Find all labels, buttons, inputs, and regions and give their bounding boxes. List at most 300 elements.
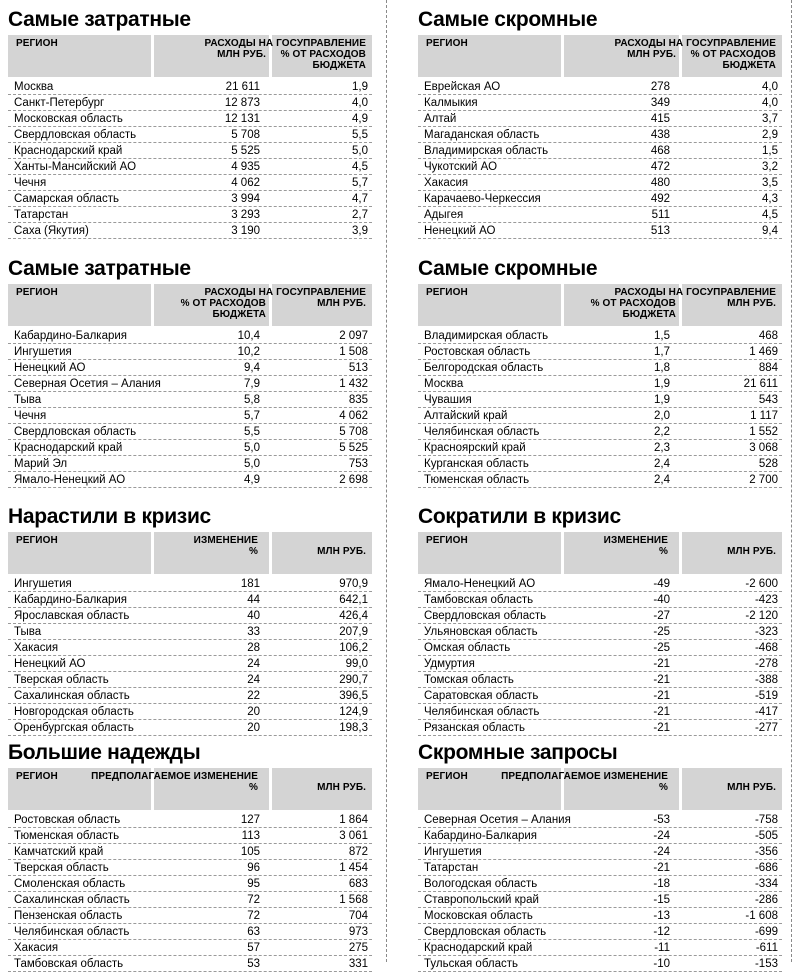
table-panel-3 (8, 257, 372, 488)
row-region: Новгородская область (14, 706, 134, 718)
row-value-1: 278 (650, 81, 670, 93)
row-value-1: 1,9 (654, 394, 670, 406)
row-region: Самарская область (14, 193, 119, 205)
row-value-2: 4,5 (352, 161, 368, 173)
row-region: Еврейская АО (424, 81, 501, 93)
row-value-2: 1 432 (339, 378, 368, 390)
table-title: Большие надежды (8, 741, 201, 764)
row-value-1: 24 (247, 658, 260, 670)
table-row (418, 408, 782, 424)
table-header (8, 768, 372, 812)
row-region: Белгородская область (424, 362, 544, 374)
table-row (8, 392, 372, 408)
table-row (418, 392, 782, 408)
table-row (8, 111, 372, 127)
table-panel-7 (8, 741, 372, 972)
row-value-2: 5,7 (352, 177, 368, 189)
row-value-1: -25 (653, 642, 670, 654)
table-row (8, 844, 372, 860)
row-region: Чечня (14, 177, 47, 189)
row-region: Свердловская область (424, 926, 547, 938)
header-region: РЕГИОН (16, 287, 58, 298)
row-value-1: 438 (650, 129, 670, 141)
table-row (418, 704, 782, 720)
row-value-2: 835 (348, 394, 368, 406)
table-panel-5 (8, 505, 372, 736)
table-row (418, 924, 782, 940)
row-value-2: 5,0 (352, 145, 368, 157)
row-region: Чукотский АО (424, 161, 498, 173)
row-value-1: 181 (240, 578, 260, 590)
row-value-2: -153 (754, 958, 778, 970)
row-value-2: 3,5 (762, 177, 778, 189)
table-row (8, 876, 372, 892)
row-value-2: 99,0 (345, 658, 368, 670)
header-col3: % ОТ РАСХОДОВ БЮДЖЕТА (280, 49, 366, 71)
row-region: Ненецкий АО (14, 658, 86, 670)
row-value-2: -323 (754, 626, 778, 638)
row-value-1: 10,2 (237, 346, 260, 358)
row-value-2: 207,9 (339, 626, 368, 638)
row-value-1: 96 (247, 862, 260, 874)
row-region: Северная Осетия – Алания (424, 814, 571, 826)
row-value-1: 12 873 (224, 97, 260, 109)
table-title: Сократили в кризис (418, 505, 621, 528)
table-row (8, 908, 372, 924)
row-value-1: -21 (653, 722, 670, 734)
row-value-2: 290,7 (339, 674, 368, 686)
table-row (8, 207, 372, 223)
row-value-2: -505 (754, 830, 778, 842)
row-value-2: 3,9 (352, 225, 368, 237)
row-value-1: 513 (650, 225, 670, 237)
row-region: Смоленская область (14, 878, 126, 890)
row-region: Сахалинская область (14, 894, 130, 906)
table-row (418, 111, 782, 127)
row-value-2: 4,3 (762, 193, 778, 205)
table-row (8, 924, 372, 940)
header-group: ПРЕДПОЛАГАЕМОЕ ИЗМЕНЕНИЕ (501, 771, 668, 782)
table-row (8, 940, 372, 956)
row-value-1: 415 (650, 113, 670, 125)
row-region: Томская область (424, 674, 514, 686)
row-region: Краснодарский край (14, 442, 123, 454)
table-panel-4 (418, 257, 782, 488)
row-value-2: -2 120 (745, 610, 778, 622)
table-row (8, 576, 372, 592)
header-group: ПРЕДПОЛАГАЕМОЕ ИЗМЕНЕНИЕ (91, 771, 258, 782)
row-value-2: -334 (754, 878, 778, 890)
row-value-2: 426,4 (339, 610, 368, 622)
row-value-1: 12 131 (224, 113, 260, 125)
table-panel-2 (418, 8, 782, 239)
row-value-2: 2 700 (749, 474, 778, 486)
row-value-2: 5 708 (339, 426, 368, 438)
row-value-1: 511 (651, 209, 670, 221)
row-value-2: 973 (348, 926, 368, 938)
table-row (8, 704, 372, 720)
row-value-2: -1 608 (745, 910, 778, 922)
row-value-1: 72 (247, 910, 260, 922)
table-row (8, 608, 372, 624)
table-row (8, 592, 372, 608)
table-row (418, 328, 782, 344)
row-region: Северная Осетия – Алания (14, 378, 161, 390)
row-value-1: 28 (247, 642, 260, 654)
row-value-1: -24 (653, 830, 670, 842)
table-header (8, 284, 372, 328)
row-value-1: 2,0 (654, 410, 670, 422)
row-region: Тверская область (14, 862, 109, 874)
row-region: Тамбовская область (14, 958, 124, 970)
table-row (8, 828, 372, 844)
row-value-2: -611 (755, 942, 778, 954)
row-value-2: 1 117 (750, 410, 778, 422)
row-value-2: 106,2 (339, 642, 368, 654)
row-value-1: 2,4 (654, 458, 670, 470)
header-col2: % ОТ РАСХОДОВ БЮДЖЕТА (590, 298, 676, 320)
row-region: Красноярский край (424, 442, 526, 454)
row-value-2: 396,5 (339, 690, 368, 702)
row-region: Камчатский край (14, 846, 104, 858)
row-value-1: 24 (247, 674, 260, 686)
row-value-1: -12 (653, 926, 670, 938)
table-row (418, 688, 782, 704)
row-value-1: 5,0 (244, 458, 260, 470)
table-row (8, 956, 372, 972)
row-value-2: 3 061 (339, 830, 368, 842)
row-region: Челябинская область (424, 426, 540, 438)
row-value-1: 4,9 (244, 474, 260, 486)
table-row (418, 908, 782, 924)
table-row (418, 828, 782, 844)
table-row (8, 79, 372, 95)
table-row (418, 860, 782, 876)
table-row (8, 159, 372, 175)
row-region: Татарстан (14, 209, 69, 221)
table-row (418, 672, 782, 688)
table-row (8, 408, 372, 424)
row-region: Чечня (14, 410, 47, 422)
row-value-2: 884 (758, 362, 778, 374)
table-row (8, 456, 372, 472)
header-region: РЕГИОН (16, 38, 58, 49)
table-header (418, 35, 782, 79)
table-row (418, 360, 782, 376)
row-value-1: -24 (653, 846, 670, 858)
header-region: РЕГИОН (426, 38, 468, 49)
table-row (8, 424, 372, 440)
header-group: РАСХОДЫ НА ГОСУПРАВЛЕНИЕ (204, 38, 366, 49)
table-row (418, 892, 782, 908)
row-region: Карачаево-Черкессия (424, 193, 541, 205)
row-value-1: -21 (653, 862, 670, 874)
row-value-2: 1,5 (762, 145, 778, 157)
header-col3: МЛН РУБ. (727, 546, 776, 557)
table-title: Самые затратные (8, 8, 191, 31)
table-title: Скромные запросы (418, 741, 618, 764)
row-value-1: 3 994 (231, 193, 260, 205)
table-row (418, 175, 782, 191)
table-row (8, 440, 372, 456)
row-region: Краснодарский край (14, 145, 123, 157)
table-row (418, 456, 782, 472)
row-value-1: 44 (247, 594, 260, 606)
row-value-2: -468 (754, 642, 778, 654)
row-region: Курганская область (424, 458, 529, 470)
row-value-1: 5,8 (244, 394, 260, 406)
row-value-2: 1,9 (352, 81, 368, 93)
row-value-1: -49 (653, 578, 670, 590)
row-value-2: 4,0 (762, 81, 778, 93)
row-value-1: 1,8 (654, 362, 670, 374)
row-value-2: -686 (754, 862, 778, 874)
table-row (418, 844, 782, 860)
table-panel-8 (418, 741, 782, 972)
row-value-1: -27 (653, 610, 670, 622)
table-row (8, 812, 372, 828)
row-region: Челябинская область (14, 926, 130, 938)
row-region: Московская область (424, 910, 533, 922)
row-value-1: 492 (650, 193, 670, 205)
row-value-2: 3,2 (762, 161, 778, 173)
row-value-1: -18 (653, 878, 670, 890)
table-row (8, 175, 372, 191)
header-col3: % ОТ РАСХОДОВ БЮДЖЕТА (690, 49, 776, 71)
table-row (418, 207, 782, 223)
table-row (8, 472, 372, 488)
row-value-2: 970,9 (339, 578, 368, 590)
table-row (8, 360, 372, 376)
row-value-2: 5,5 (352, 129, 368, 141)
row-region: Кабардино-Балкария (14, 330, 128, 342)
table-row (418, 95, 782, 111)
row-value-2: -286 (754, 894, 778, 906)
row-region: Рязанская область (424, 722, 525, 734)
header-region: РЕГИОН (16, 535, 58, 546)
header-group: РАСХОДЫ НА ГОСУПРАВЛЕНИЕ (614, 287, 776, 298)
row-value-1: -53 (653, 814, 670, 826)
row-value-2: 513 (348, 362, 368, 374)
row-value-1: 113 (241, 830, 260, 842)
row-region: Краснодарский край (424, 942, 533, 954)
header-col3: МЛН РУБ. (727, 298, 776, 309)
table-row (8, 223, 372, 239)
table-row (8, 672, 372, 688)
row-value-1: -13 (653, 910, 670, 922)
row-region: Хакасия (424, 177, 469, 189)
row-region: Хакасия (14, 942, 59, 954)
table-row (8, 688, 372, 704)
row-region: Хакасия (14, 642, 59, 654)
table-row (418, 127, 782, 143)
row-value-1: 1,9 (654, 378, 670, 390)
row-value-1: 72 (247, 894, 260, 906)
row-region: Сахалинская область (14, 690, 130, 702)
table-row (8, 640, 372, 656)
table-row (418, 876, 782, 892)
row-value-1: 4 062 (231, 177, 260, 189)
row-region: Тамбовская область (424, 594, 534, 606)
table-row (418, 79, 782, 95)
row-value-1: 2,4 (654, 474, 670, 486)
row-value-1: 63 (247, 926, 260, 938)
row-value-2: 1 454 (339, 862, 368, 874)
row-region: Алтай (424, 113, 457, 125)
header-col3: МЛН РУБ. (317, 782, 366, 793)
row-value-2: -356 (754, 846, 778, 858)
header-region: РЕГИОН (426, 535, 468, 546)
row-value-1: 472 (650, 161, 670, 173)
row-value-1: 21 611 (225, 81, 260, 93)
row-value-1: 1,7 (654, 346, 670, 358)
row-value-2: 683 (348, 878, 368, 890)
row-value-2: 124,9 (339, 706, 368, 718)
table-row (418, 940, 782, 956)
row-value-1: 5 525 (231, 145, 260, 157)
row-region: Магаданская область (424, 129, 540, 141)
table-panel-6 (418, 505, 782, 736)
row-region: Челябинская область (424, 706, 540, 718)
row-value-1: 53 (247, 958, 260, 970)
row-value-1: 20 (247, 722, 260, 734)
table-row (8, 720, 372, 736)
row-region: Свердловская область (14, 129, 137, 141)
row-value-1: -25 (653, 626, 670, 638)
row-value-2: 872 (348, 846, 368, 858)
row-value-1: 3 190 (231, 225, 260, 237)
header-group: ИЗМЕНЕНИЕ (193, 535, 258, 546)
row-value-1: 40 (247, 610, 260, 622)
row-value-1: -40 (653, 594, 670, 606)
row-value-2: -519 (754, 690, 778, 702)
table-row (418, 640, 782, 656)
header-col3: МЛН РУБ. (317, 546, 366, 557)
table-header (8, 35, 372, 79)
row-region: Татарстан (424, 862, 479, 874)
row-value-2: 543 (758, 394, 778, 406)
table-title: Самые затратные (8, 257, 191, 280)
row-value-2: 21 611 (743, 378, 778, 390)
row-region: Ростовская область (424, 346, 531, 358)
row-value-1: 5,0 (244, 442, 260, 454)
header-group: ИЗМЕНЕНИЕ (603, 535, 668, 546)
table-row (8, 143, 372, 159)
table-row (8, 892, 372, 908)
row-value-1: 2,3 (654, 442, 670, 454)
header-col2: % (659, 546, 668, 557)
table-row (8, 127, 372, 143)
row-region: Тульская область (424, 958, 519, 970)
row-region: Саратовская область (424, 690, 539, 702)
table-row (418, 720, 782, 736)
table-row (8, 95, 372, 111)
row-region: Адыгея (424, 209, 464, 221)
row-region: Свердловская область (424, 610, 547, 622)
row-value-1: -21 (653, 690, 670, 702)
row-region: Пензенская область (14, 910, 123, 922)
table-row (418, 424, 782, 440)
row-value-2: 1 508 (339, 346, 368, 358)
table-row (418, 624, 782, 640)
table-title: Самые скромные (418, 257, 598, 280)
row-value-1: 22 (247, 690, 260, 702)
row-value-1: 480 (650, 177, 670, 189)
row-region: Удмуртия (424, 658, 475, 670)
row-value-1: 2,2 (654, 426, 670, 438)
row-region: Владимирская область (424, 145, 549, 157)
row-region: Москва (14, 81, 54, 93)
row-region: Ростовская область (14, 814, 121, 826)
table-row (418, 159, 782, 175)
row-region: Тюменская область (14, 830, 120, 842)
row-value-2: 4 062 (339, 410, 368, 422)
table-row (418, 608, 782, 624)
row-value-1: -11 (654, 942, 670, 954)
table-row (418, 191, 782, 207)
row-value-2: 3 068 (749, 442, 778, 454)
row-region: Чувашия (424, 394, 472, 406)
row-value-2: -388 (754, 674, 778, 686)
row-value-2: -699 (754, 926, 778, 938)
row-value-1: 4 935 (231, 161, 260, 173)
row-value-2: 1 469 (749, 346, 778, 358)
row-value-1: -15 (653, 894, 670, 906)
header-col2: МЛН РУБ. (217, 49, 266, 60)
row-value-2: 753 (348, 458, 368, 470)
row-value-2: 2,7 (352, 209, 368, 221)
row-value-2: 3,7 (762, 113, 778, 125)
row-value-2: -423 (754, 594, 778, 606)
row-value-2: 2 698 (339, 474, 368, 486)
row-value-1: 468 (650, 145, 670, 157)
row-value-1: 10,4 (237, 330, 260, 342)
row-value-1: 20 (247, 706, 260, 718)
row-region: Ингушетия (14, 578, 72, 590)
row-region: Владимирская область (424, 330, 549, 342)
row-value-2: 2 097 (339, 330, 368, 342)
row-value-1: -21 (653, 706, 670, 718)
table-title: Нарастили в кризис (8, 505, 211, 528)
row-region: Ямало-Ненецкий АО (424, 578, 536, 590)
table-row (8, 860, 372, 876)
row-value-1: 5,7 (244, 410, 260, 422)
row-value-1: 127 (240, 814, 260, 826)
table-row (8, 624, 372, 640)
row-value-2: 1 568 (339, 894, 368, 906)
row-region: Ненецкий АО (424, 225, 496, 237)
table-row (418, 440, 782, 456)
row-value-2: 528 (758, 458, 778, 470)
row-value-2: 642,1 (339, 594, 368, 606)
row-value-1: -21 (653, 658, 670, 670)
row-region: Свердловская область (14, 426, 137, 438)
row-region: Омская область (424, 642, 511, 654)
table-header (8, 532, 372, 576)
header-group: РАСХОДЫ НА ГОСУПРАВЛЕНИЕ (204, 287, 366, 298)
table-row (418, 472, 782, 488)
row-value-1: 105 (240, 846, 260, 858)
header-col2: % (249, 782, 258, 793)
row-region: Калмыкия (424, 97, 478, 109)
table-row (418, 223, 782, 239)
table-row (8, 376, 372, 392)
row-region: Тверская область (14, 674, 109, 686)
row-region: Москва (424, 378, 464, 390)
row-value-2: 4,9 (352, 113, 368, 125)
row-value-2: -417 (754, 706, 778, 718)
row-region: Кабардино-Балкария (424, 830, 538, 842)
